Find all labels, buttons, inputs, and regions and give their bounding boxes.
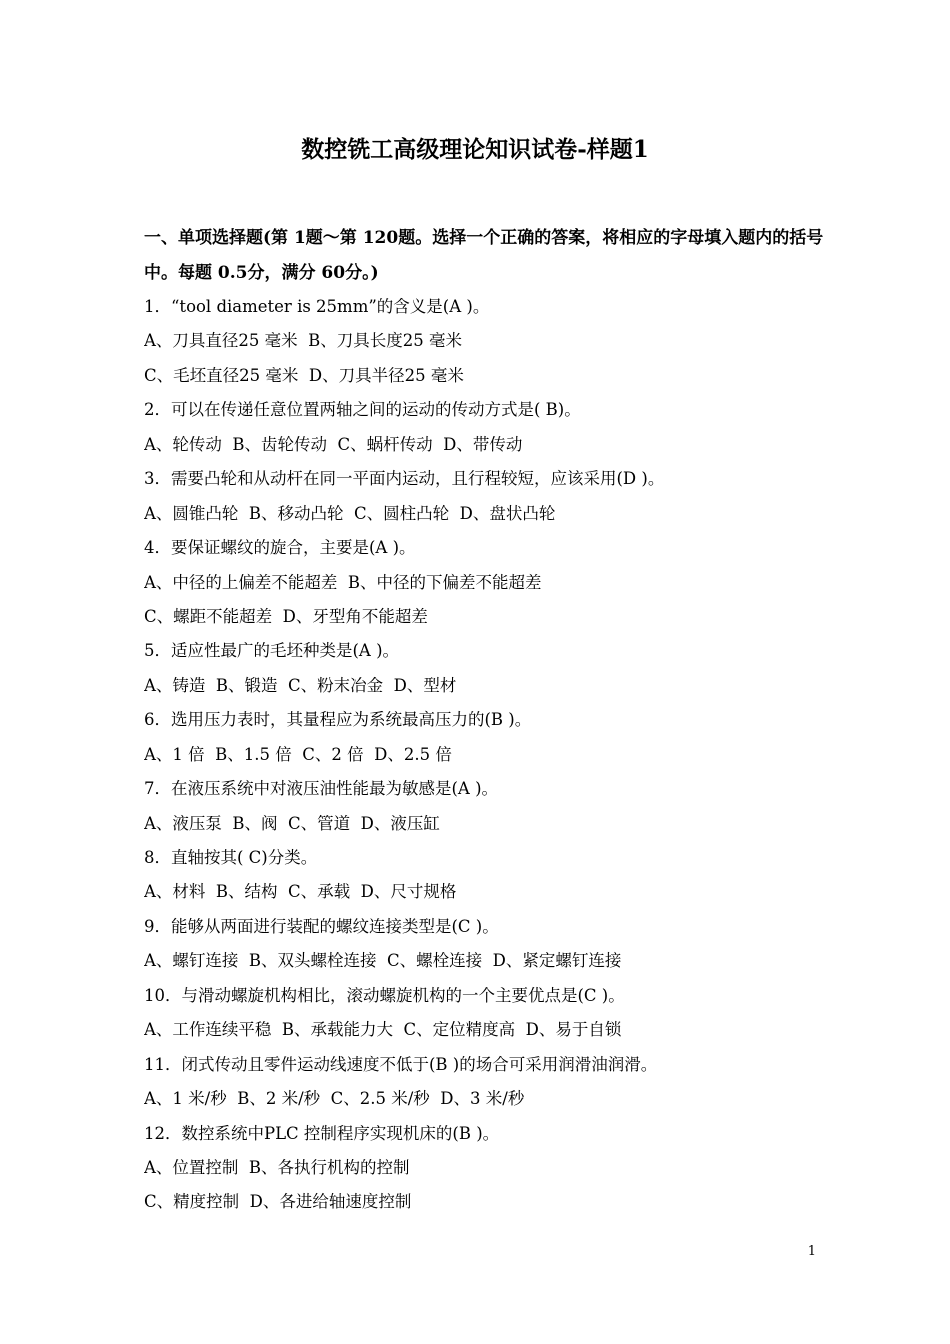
question-8-options: A、材料 B、结构 C、承载 D、尺寸规格	[144, 882, 457, 902]
question-1-options-a-b: A、刀具直径25 毫米 B、刀具长度25 毫米	[144, 331, 463, 351]
page-number: 1	[807, 1244, 816, 1259]
question-5-options: A、铸造 B、锻造 C、粉末冶金 D、型材	[144, 675, 457, 695]
question-10: 10．与滑动螺旋机构相比，滚动螺旋机构的一个主要优点是(C )。	[144, 985, 625, 1005]
question-10-options: A、工作连续平稳 B、承载能力大 C、定位精度高 D、易于自锁	[144, 1020, 622, 1040]
question-11-options: A、1 米/秒 B、2 米/秒 C、2.5 米/秒 D、3 米/秒	[144, 1089, 525, 1109]
question-4-options-c-d: C、螺距不能超差 D、牙型角不能超差	[144, 606, 428, 626]
question-7: 7．在液压系统中对液压油性能最为敏感是(A )。	[144, 779, 499, 799]
question-1: 1．“tool diameter is 25mm”的含义是(A )。	[144, 297, 490, 316]
question-9-options: A、螺钉连接 B、双头螺栓连接 C、螺栓连接 D、紧定螺钉连接	[144, 951, 622, 971]
question-11: 11．闭式传动且零件运动线速度不低于(B )的场合可采用润滑油润滑。	[144, 1054, 658, 1074]
question-12-options-a-b: A、位置控制 B、各执行机构的控制	[144, 1157, 410, 1177]
question-3: 3．需要凸轮和从动杆在同一平面内运动，且行程较短，应该采用(D )。	[144, 469, 665, 489]
document-title: 数控铣工高级理论知识试卷-样题1	[301, 136, 649, 163]
question-2: 2．可以在传递任意位置两轴之间的运动的传动方式是( B)。	[144, 400, 581, 420]
question-9: 9．能够从两面进行装配的螺纹连接类型是(C )。	[144, 916, 499, 936]
question-1-options-c-d: C、毛坯直径25 毫米 D、刀具半径25 毫米	[144, 365, 464, 385]
question-6-options: A、1 倍 B、1.5 倍 C、2 倍 D、2.5 倍	[144, 744, 452, 764]
question-12-options-c-d: C、精度控制 D、各进给轴速度控制	[144, 1192, 412, 1212]
question-7-options: A、液压泵 B、阀 C、管道 D、液压缸	[144, 813, 440, 833]
question-5: 5．适应性最广的毛坯种类是(A )。	[144, 641, 400, 661]
question-4: 4．要保证螺纹的旋合，主要是(A )。	[144, 538, 416, 558]
section-heading: 一、单项选择题(第 1题～第 120题。选择一个正确的答案，将相应的字母填入题内的括号中。每题 0.5分，满分 60分。)	[144, 228, 824, 283]
question-12: 12．数控系统中PLC 控制程序实现机床的(B )。	[144, 1123, 500, 1143]
question-list	[144, 290, 824, 1220]
question-3-options: A、圆锥凸轮 B、移动凸轮 C、圆柱凸轮 D、盘状凸轮	[144, 503, 556, 523]
question-4-options-a-b: A、中径的上偏差不能超差 B、中径的下偏差不能超差	[144, 572, 542, 592]
question-2-options: A、轮传动 B、齿轮传动 C、蜗杆传动 D、带传动	[144, 434, 523, 454]
question-8: 8．直轴按其( C)分类。	[144, 848, 318, 867]
question-6: 6．选用压力表时，其量程应为系统最高压力的(B )。	[144, 710, 532, 730]
